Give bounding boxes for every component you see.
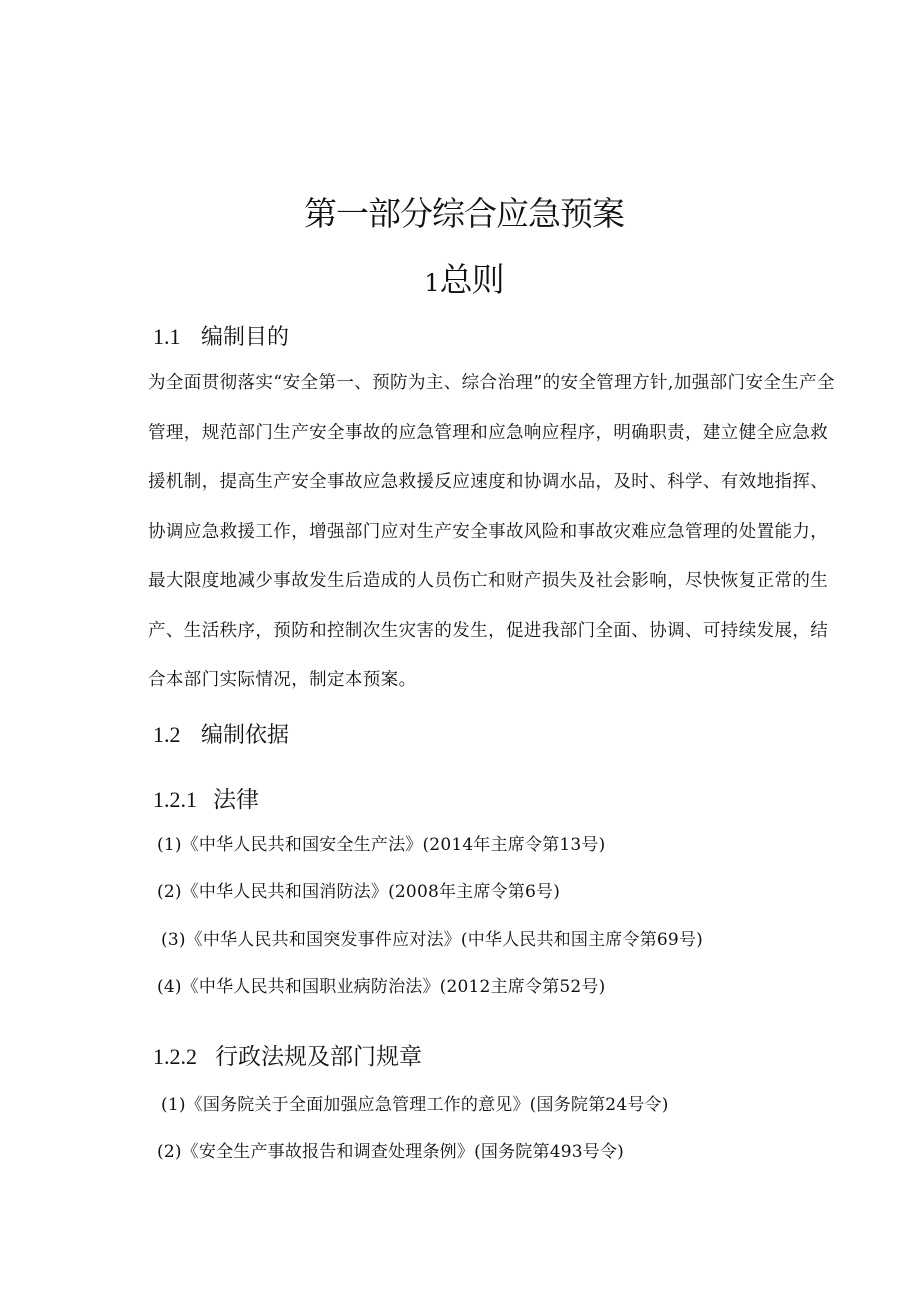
list-item: (4)《中华人民共和国职业病防治法》(2012主席令第52号) (157, 977, 606, 997)
section-title: 编制目的 (201, 325, 290, 350)
section-title: 行政法规及部门规章 (215, 1044, 422, 1070)
section-heading-1-2-2 (153, 1038, 422, 1071)
list-item: (3)《中华人民共和国突发事件应对法》(中华人民共和国主席令第69号) (161, 930, 703, 950)
section-heading-1-2 (153, 718, 289, 749)
section-number: 1.2.2 (153, 1044, 197, 1069)
chapter-title (4, 254, 920, 301)
list-item: (1)《国务院关于全面加强应急管理工作的意见》(国务院第24号令) (161, 1095, 669, 1115)
list-item: (1)《中华人民共和国安全生产法》(2014年主席令第13号) (157, 835, 606, 855)
document-title: 第一部分综合应急预案 (304, 194, 624, 233)
chapter-number: 1 (424, 269, 440, 297)
chapter-title-text: 总则 (439, 260, 504, 299)
section-title: 法律 (213, 787, 259, 813)
section-title: 编制依据 (201, 723, 290, 748)
section-heading-1-1 (153, 320, 289, 351)
purpose-paragraph: 为全面贯彻落实“安全第一、预防为主、综合治理”的安全管理方针,加强部门安全生产全管理，规范部门生产安全事故的应急管理和应急响应程序，明确职责，建立健全应急救援机制，提高生产安全事故应急救援反应速度和协调水品，及时、科学、有效地指挥、协调应急救援工作，增强部门应对生产安全事故风险和事故灾难应急管理的处置能力，最大限度地减少事故发生后造成的人员伤亡和财产损失及社会影响，尽快恢复正常的生产、生活秩序，预防和控制次生灾害的发生，促进我部门全面、协调、可持续发展，结合本部门实际情况，制定本预案。 (148, 373, 835, 690)
section-number: 1.1 (153, 324, 181, 349)
list-item: (2)《中华人民共和国消防法》(2008年主席令第6号) (157, 882, 561, 902)
list-item: (2)《安全生产事故报告和调查处理条例》(国务院第493号令) (157, 1142, 624, 1162)
section-number: 1.2.1 (153, 787, 197, 812)
section-heading-1-2-1 (153, 781, 259, 814)
section-number: 1.2 (153, 722, 181, 747)
